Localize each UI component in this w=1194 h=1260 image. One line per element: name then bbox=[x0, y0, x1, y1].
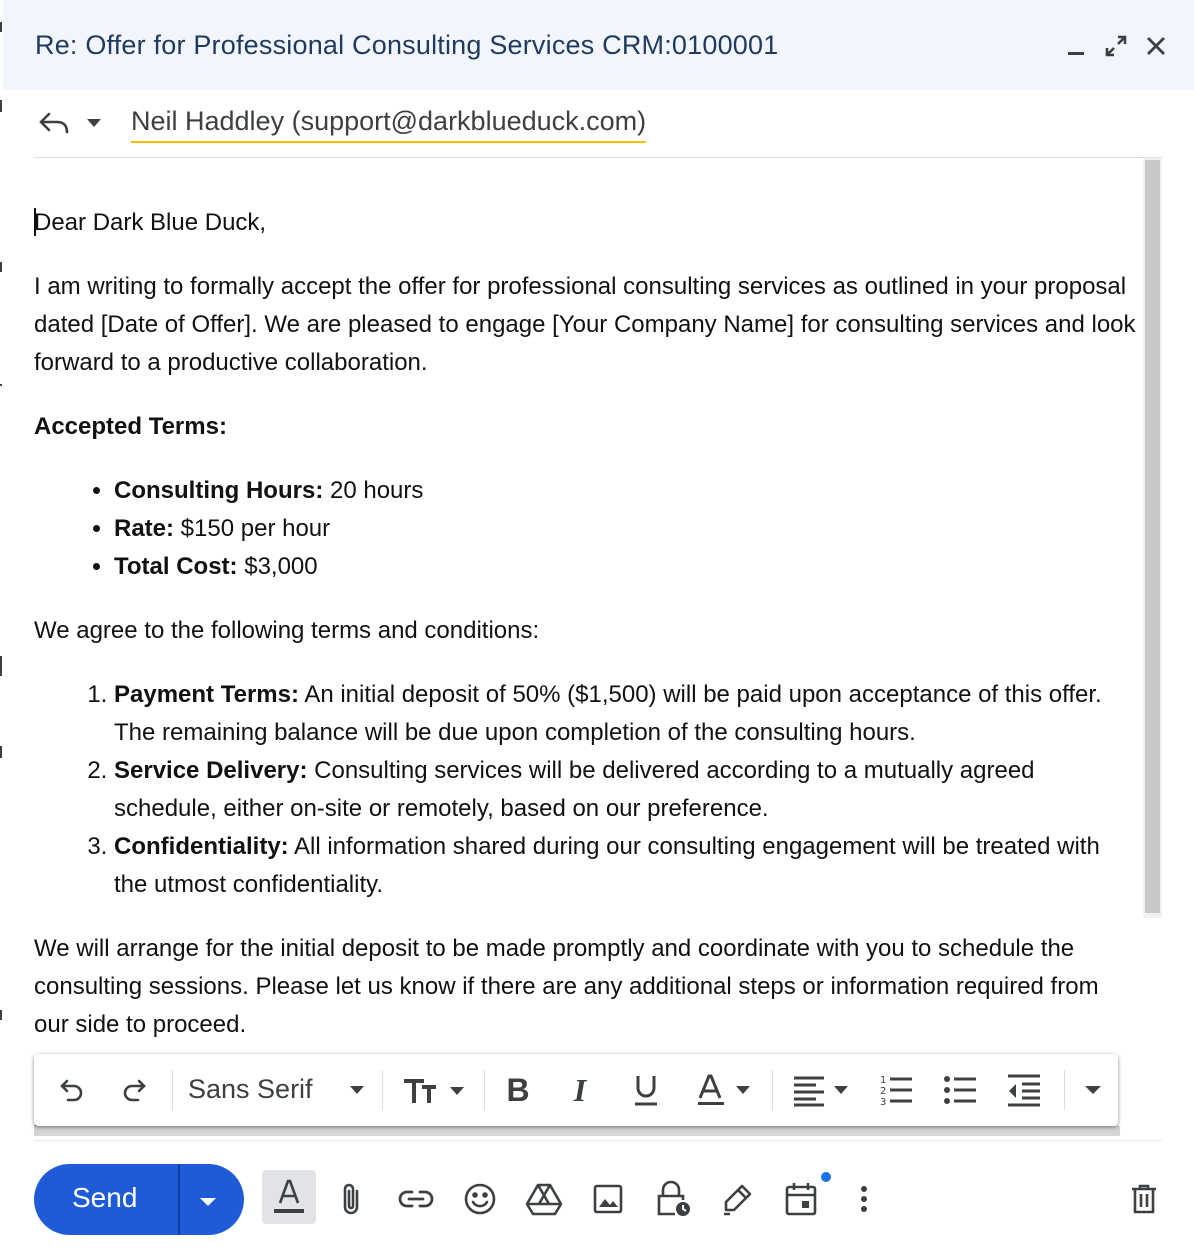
list-item: 1. Payment Terms: An initial deposit of 50% ($1,500) will be paid upon acceptance of this offer. The remaining balance will be due upon completion of the consulting hours. bbox=[114, 676, 1139, 752]
reply-icon[interactable] bbox=[38, 106, 72, 138]
font-select[interactable]: Sans Serif bbox=[188, 1074, 313, 1104]
insert-photo-icon[interactable] bbox=[585, 1176, 631, 1222]
list-item: 2. Service Delivery: Consulting services will be delivered according to a mutually agreed schedule, either on-site or remotely, based on our preference. bbox=[114, 752, 1139, 828]
minimize-icon[interactable] bbox=[1060, 30, 1092, 62]
more-formatting-icon[interactable] bbox=[1078, 1070, 1108, 1110]
terms-heading: Accepted Terms: bbox=[34, 413, 227, 440]
toolbar-divider bbox=[1064, 1070, 1065, 1110]
terms-list bbox=[34, 472, 1139, 586]
chevron-down-icon[interactable] bbox=[84, 116, 104, 128]
signature-icon[interactable] bbox=[714, 1176, 760, 1222]
text-size-icon[interactable] bbox=[398, 1070, 468, 1110]
formatting-options-icon[interactable] bbox=[262, 1170, 316, 1224]
link-icon[interactable] bbox=[393, 1176, 439, 1222]
send-label: Send bbox=[72, 1182, 138, 1213]
toolbar-divider bbox=[484, 1070, 485, 1110]
schedule-icon[interactable] bbox=[778, 1176, 824, 1222]
drive-icon[interactable] bbox=[521, 1176, 567, 1222]
divider bbox=[34, 157, 1162, 158]
toolbar-divider bbox=[172, 1070, 173, 1110]
svg-text:1: 1 bbox=[880, 1075, 887, 1086]
formatting-toolbar bbox=[34, 1054, 1118, 1126]
conditions-intro: We agree to the following terms and conditions: bbox=[34, 617, 540, 644]
expand-icon[interactable] bbox=[1100, 30, 1132, 62]
recipient-field[interactable]: Neil Haddley (support@darkblueduck.com) bbox=[131, 106, 646, 143]
redo-icon[interactable] bbox=[114, 1070, 154, 1110]
toolbar-shadow bbox=[34, 1126, 1120, 1136]
numbered-list-icon[interactable] bbox=[876, 1070, 916, 1110]
intro-paragraph: I am writing to formally accept the offer for professional consulting services as outlined in your proposal dated [Date of Offer]. We are pleased to engage [Your Company Name] for consulting services and look forward to a productive collaboration. bbox=[34, 273, 1136, 376]
list-item: • Rate: $150 per hour bbox=[114, 510, 1139, 548]
close-icon[interactable] bbox=[1140, 30, 1172, 62]
align-icon[interactable] bbox=[788, 1070, 858, 1110]
send-button[interactable] bbox=[34, 1164, 244, 1235]
conditions-list bbox=[34, 676, 1139, 904]
emoji-icon[interactable] bbox=[457, 1176, 503, 1222]
closing-paragraph: We will arrange for the initial deposit to be made promptly and coordinate with you to schedule the consulting sessions. Please let us know if there are any additional steps or information required from our side to proceed. bbox=[34, 935, 1099, 1038]
notification-dot bbox=[821, 1172, 831, 1182]
compose-title-bar[interactable] bbox=[3, 0, 1194, 90]
list-item: • Total Cost: $3,000 bbox=[114, 548, 1139, 586]
send-divider bbox=[178, 1164, 180, 1235]
greeting: Dear Dark Blue Duck, bbox=[34, 209, 267, 236]
list-item: 3. Confidentiality: All information shared during our consulting engagement will be treated with the utmost confidentiality. bbox=[114, 828, 1139, 904]
chevron-down-icon[interactable] bbox=[346, 1070, 368, 1110]
text-color-icon[interactable] bbox=[692, 1070, 762, 1110]
confidential-mode-icon[interactable] bbox=[650, 1176, 696, 1222]
send-options-icon[interactable] bbox=[199, 1194, 217, 1212]
discard-draft-icon[interactable] bbox=[1121, 1176, 1167, 1222]
underline-icon[interactable] bbox=[628, 1070, 664, 1110]
toolbar-divider bbox=[772, 1070, 773, 1110]
compose-title: Re: Offer for Professional Consulting Services CRM:0100001 bbox=[35, 30, 779, 60]
bulleted-list-icon[interactable] bbox=[940, 1070, 980, 1110]
list-item: • Consulting Hours: 20 hours bbox=[114, 472, 1139, 510]
scrollbar-thumb[interactable] bbox=[1145, 160, 1160, 913]
toolbar-divider bbox=[382, 1070, 383, 1110]
indent-less-icon[interactable] bbox=[1004, 1070, 1044, 1110]
undo-icon[interactable] bbox=[52, 1070, 92, 1110]
svg-text:3: 3 bbox=[880, 1097, 887, 1108]
divider bbox=[34, 1140, 1162, 1141]
left-edge bbox=[0, 0, 3, 1260]
attach-icon[interactable] bbox=[328, 1176, 374, 1222]
italic-icon[interactable]: I bbox=[573, 1071, 587, 1108]
message-body[interactable] bbox=[34, 204, 1139, 1044]
more-options-icon[interactable] bbox=[841, 1176, 887, 1222]
bold-icon[interactable]: B bbox=[506, 1071, 530, 1108]
svg-text:2: 2 bbox=[880, 1086, 887, 1097]
